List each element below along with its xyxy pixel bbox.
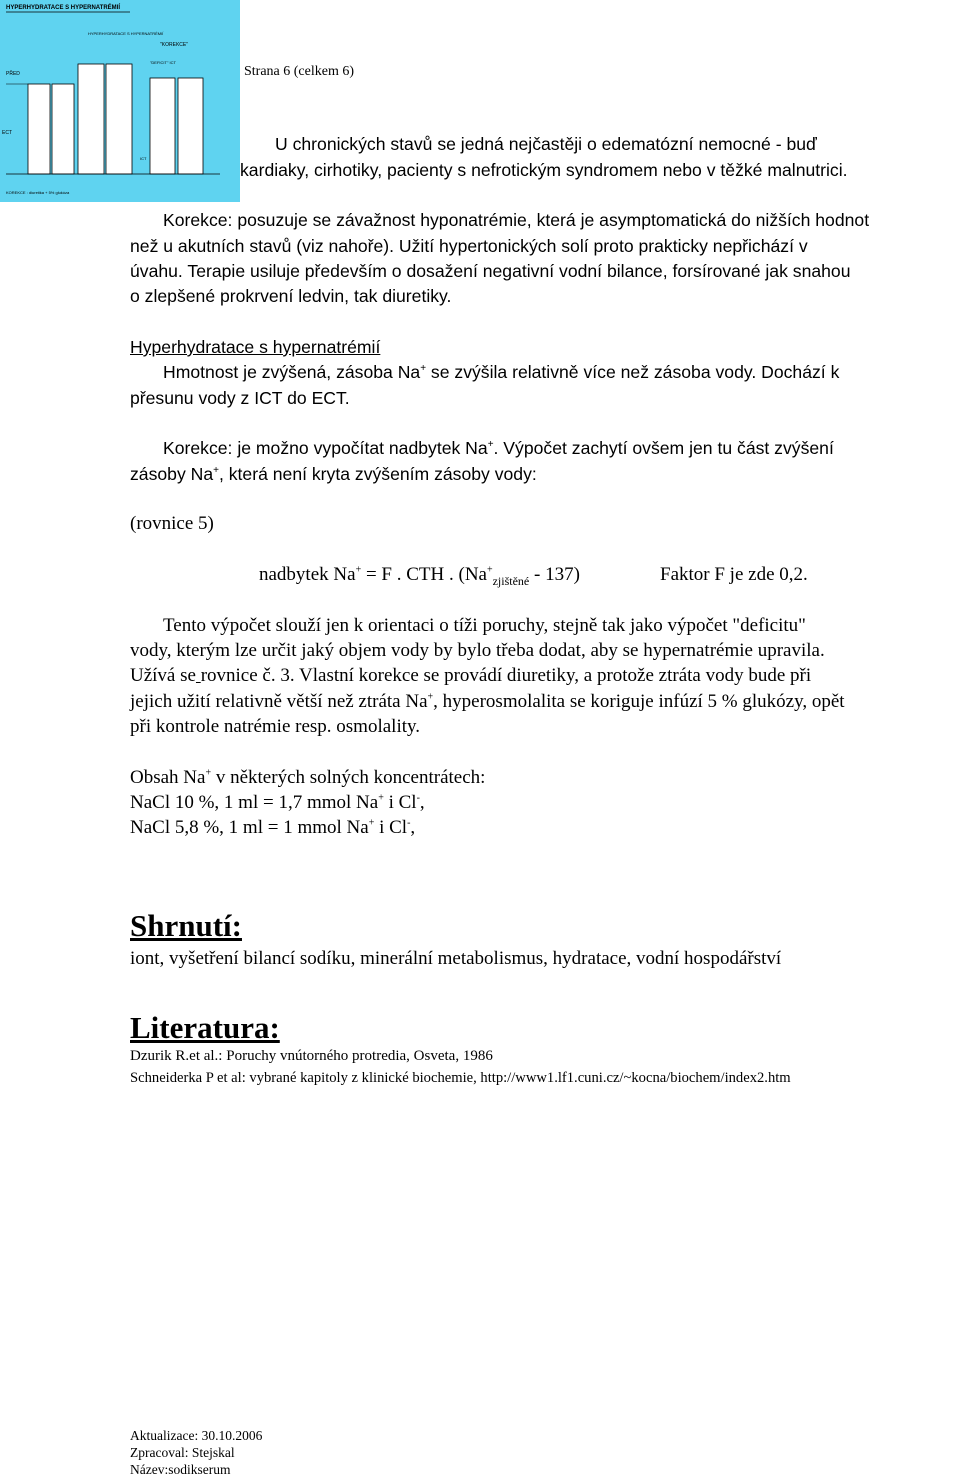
korekce2-line-2: zásoby Na+, která není kryta zvýšením zásoby vody: <box>130 464 537 484</box>
hyper-line-1: Hmotnost je zvýšená, zásoba Na+ se zvýšila relativně více než zásoba vody. Dochází k <box>163 362 840 382</box>
tento-line-2: vody, kterým lze určit jaký objem vody by bylo třeba dodat, aby se hypernatrémie upravila. <box>130 640 825 661</box>
literatura-heading: Literatura: <box>130 1010 280 1045</box>
diagram-svg <box>0 0 240 202</box>
diagram-label-hyper: HYPERHYDRATACE S HYPERNATRÉMIÍ <box>88 31 164 36</box>
korekce2-line-1: Korekce: je možno vypočítat nadbytek Na+. Výpočet zachytí ovšem jen tu část zvýšení <box>163 438 834 458</box>
equation-factor: Faktor F je zde 0,2. <box>660 564 808 585</box>
hyperhydration-diagram <box>0 0 240 202</box>
diagram-title: HYPERHYDRATACE S HYPERNATRÉMIÍ <box>6 5 121 11</box>
diagram-footer: KOREKCE : diuretika + 5% glukóza <box>6 190 70 195</box>
intro-line-1: U chronických stavů se jedná nejčastěji o edematózní nemocné - buď <box>275 134 817 154</box>
footer-updated: Aktualizace: 30.10.2006 <box>130 1428 263 1443</box>
hyper-line-2: přesunu vody z ICT do ECT. <box>130 388 350 408</box>
shrnuti-text: iont, vyšetření bilancí sodíku, minerální metabolismus, hydratace, vodní hospodářství <box>130 948 782 969</box>
obsah-line-2: NaCl 10 %, 1 ml = 1,7 mmol Na+ i Cl-, <box>130 792 425 813</box>
shrnuti-heading: Shrnutí: <box>130 908 242 943</box>
diagram-label-korekce: "KOREKCE" <box>160 42 189 48</box>
tento-line-3: Užívá se rovnice č. 3. Vlastní korekce se provádí diuretiky, a protože ztráta vody bude při <box>130 665 812 686</box>
equation-label: (rovnice 5) <box>130 513 214 534</box>
intro-line-2: kardiaky, cirhotiky, pacienty s nefrotickým syndromem nebo v těžké malnutrici. <box>240 160 848 180</box>
footer-author: Zpracoval: Stejskal <box>130 1445 235 1460</box>
page-number: Strana 6 (celkem 6) <box>244 64 355 79</box>
obsah-line-1: Obsah Na+ v některých solných koncentrátech: <box>130 767 486 788</box>
equation-formula: nadbytek Na+ = F . CTH . $(Na^+_{zjištěné} - 137)$ <box>259 564 580 588</box>
tento-line-4: jejich užití relativně větší než ztráta Na+, hyperosmolalita se koriguje infúzí 5 % glukózy, opět <box>130 691 845 712</box>
diagram-label-ict: ICT <box>140 156 147 161</box>
korekce1-line-3: úvahu. Terapie usiluje především o dosažení negativní vodní bilance, forsírované jak snahou <box>130 261 851 281</box>
hyper-heading: Hyperhydratace s hypernatrémií <box>130 337 381 357</box>
korekce1-line-4: o zlepšené prokrvení ledvin, tak diuretiky. <box>130 286 452 306</box>
literatura-ref-2: Schneiderka P et al: vybrané kapitoly z klinické biochemie, http://www1.lf1.cuni.cz/~kocna/biochem/index2.htm <box>130 1070 791 1086</box>
tento-line-1: Tento výpočet slouží jen k orientaci o tíži poruchy, stejně tak jako výpočet "deficitu" <box>163 615 806 636</box>
literatura-ref-1: Dzurik R.et al.: Poruchy vnútorného protredia, Osveta, 1986 <box>130 1048 493 1064</box>
tento-line-5: při kontrole natrémie resp. osmolality. <box>130 716 421 737</box>
korekce1-line-1: Korekce: posuzuje se závažnost hyponatrémie, která je asymptomatická do nižších hodnot <box>163 210 870 230</box>
diagram-label-before: PŘED <box>6 71 20 77</box>
diagram-label-deficit: "DEFICIT" ICT <box>150 60 176 65</box>
diagram-label-ect: ECT <box>2 130 12 136</box>
obsah-line-3: NaCl 5,8 %, 1 ml = 1 mmol Na+ i Cl-, <box>130 817 416 838</box>
footer-filename: Název:sodikserum <box>130 1462 231 1477</box>
korekce1-line-2: než u akutních stavů (viz nahoře). Užití hypertonických solí proto prakticky nepřichází v <box>130 236 808 256</box>
